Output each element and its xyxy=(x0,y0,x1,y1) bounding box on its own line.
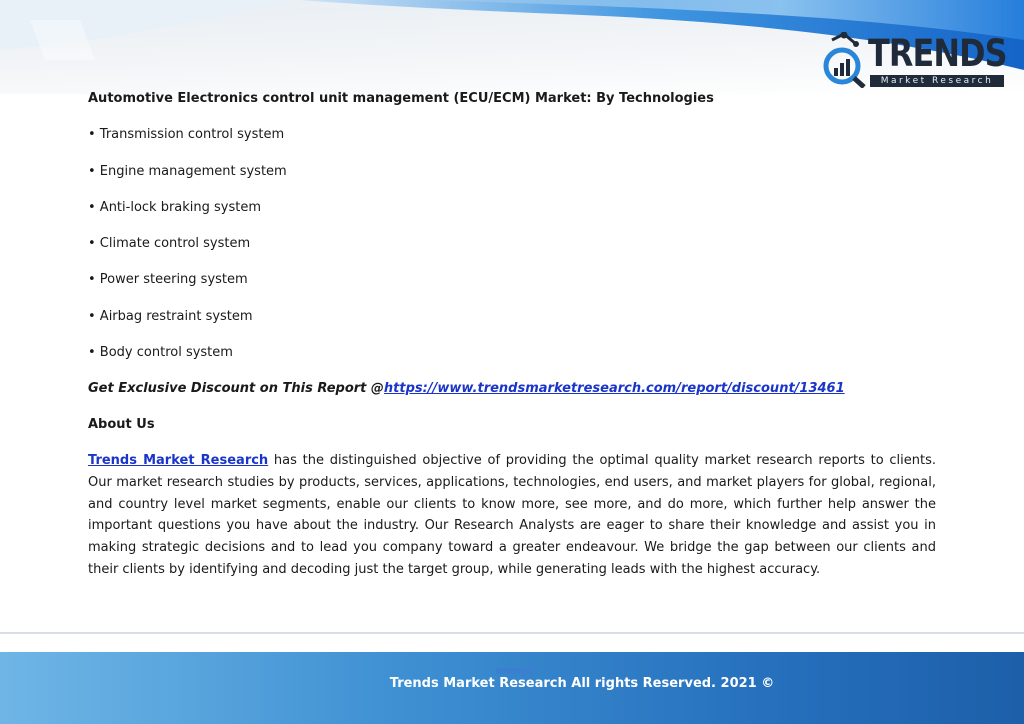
list-item: • Transmission control system xyxy=(88,127,285,143)
page-footer xyxy=(0,652,1024,724)
about-body: has the distinguished objective of providing the optimal quality market research reports to clients. Our market research studies by products, services, applications, technologies, end users, and market players for global, regional, and country level market segments, enable our clients to know more, see more, and do more, which further help answer the important questions you have about the industry. Our Research Analysts are eager to share their knowledge and assist you in making strategic decisions and to lead you company toward a greater endeavour. We bridge the gap between our clients and their clients by identifying and decoding just the target group, while generating leads with the highest accuracy. xyxy=(88,453,936,578)
discount-label: Get Exclusive Discount on This Report @ xyxy=(88,381,384,397)
company-link[interactable]: Trends Market Research xyxy=(88,453,269,469)
list-item: • Airbag restraint system xyxy=(88,308,253,324)
discount-link[interactable]: https://www.trendsmarketresearch.com/report/discount/13461 xyxy=(383,381,845,397)
discount-line xyxy=(88,378,936,400)
section-title: Automotive Electronics control unit management (ECU/ECM) Market: By Technologies xyxy=(88,91,714,106)
page-header xyxy=(0,0,1024,94)
logo-tagline: Market Research xyxy=(870,75,1004,87)
list-item: • Anti-lock braking system xyxy=(88,199,262,215)
chart-magnifier-icon xyxy=(822,32,868,88)
about-heading: About Us xyxy=(88,417,155,433)
trends-logo[interactable] xyxy=(822,30,1012,90)
list-item: • Climate control system xyxy=(88,236,251,252)
footer-divider xyxy=(0,632,1024,634)
document-body xyxy=(88,88,936,594)
copyright-text: Trends Market Research All rights Reserved. 2021 © xyxy=(389,676,775,691)
technology-list xyxy=(88,124,936,364)
list-item: • Engine management system xyxy=(88,163,287,179)
about-paragraph xyxy=(88,450,936,581)
list-item: • Body control system xyxy=(88,345,233,361)
logo-brand: TRENDS xyxy=(868,32,1007,75)
list-item: • Power steering system xyxy=(88,272,248,288)
